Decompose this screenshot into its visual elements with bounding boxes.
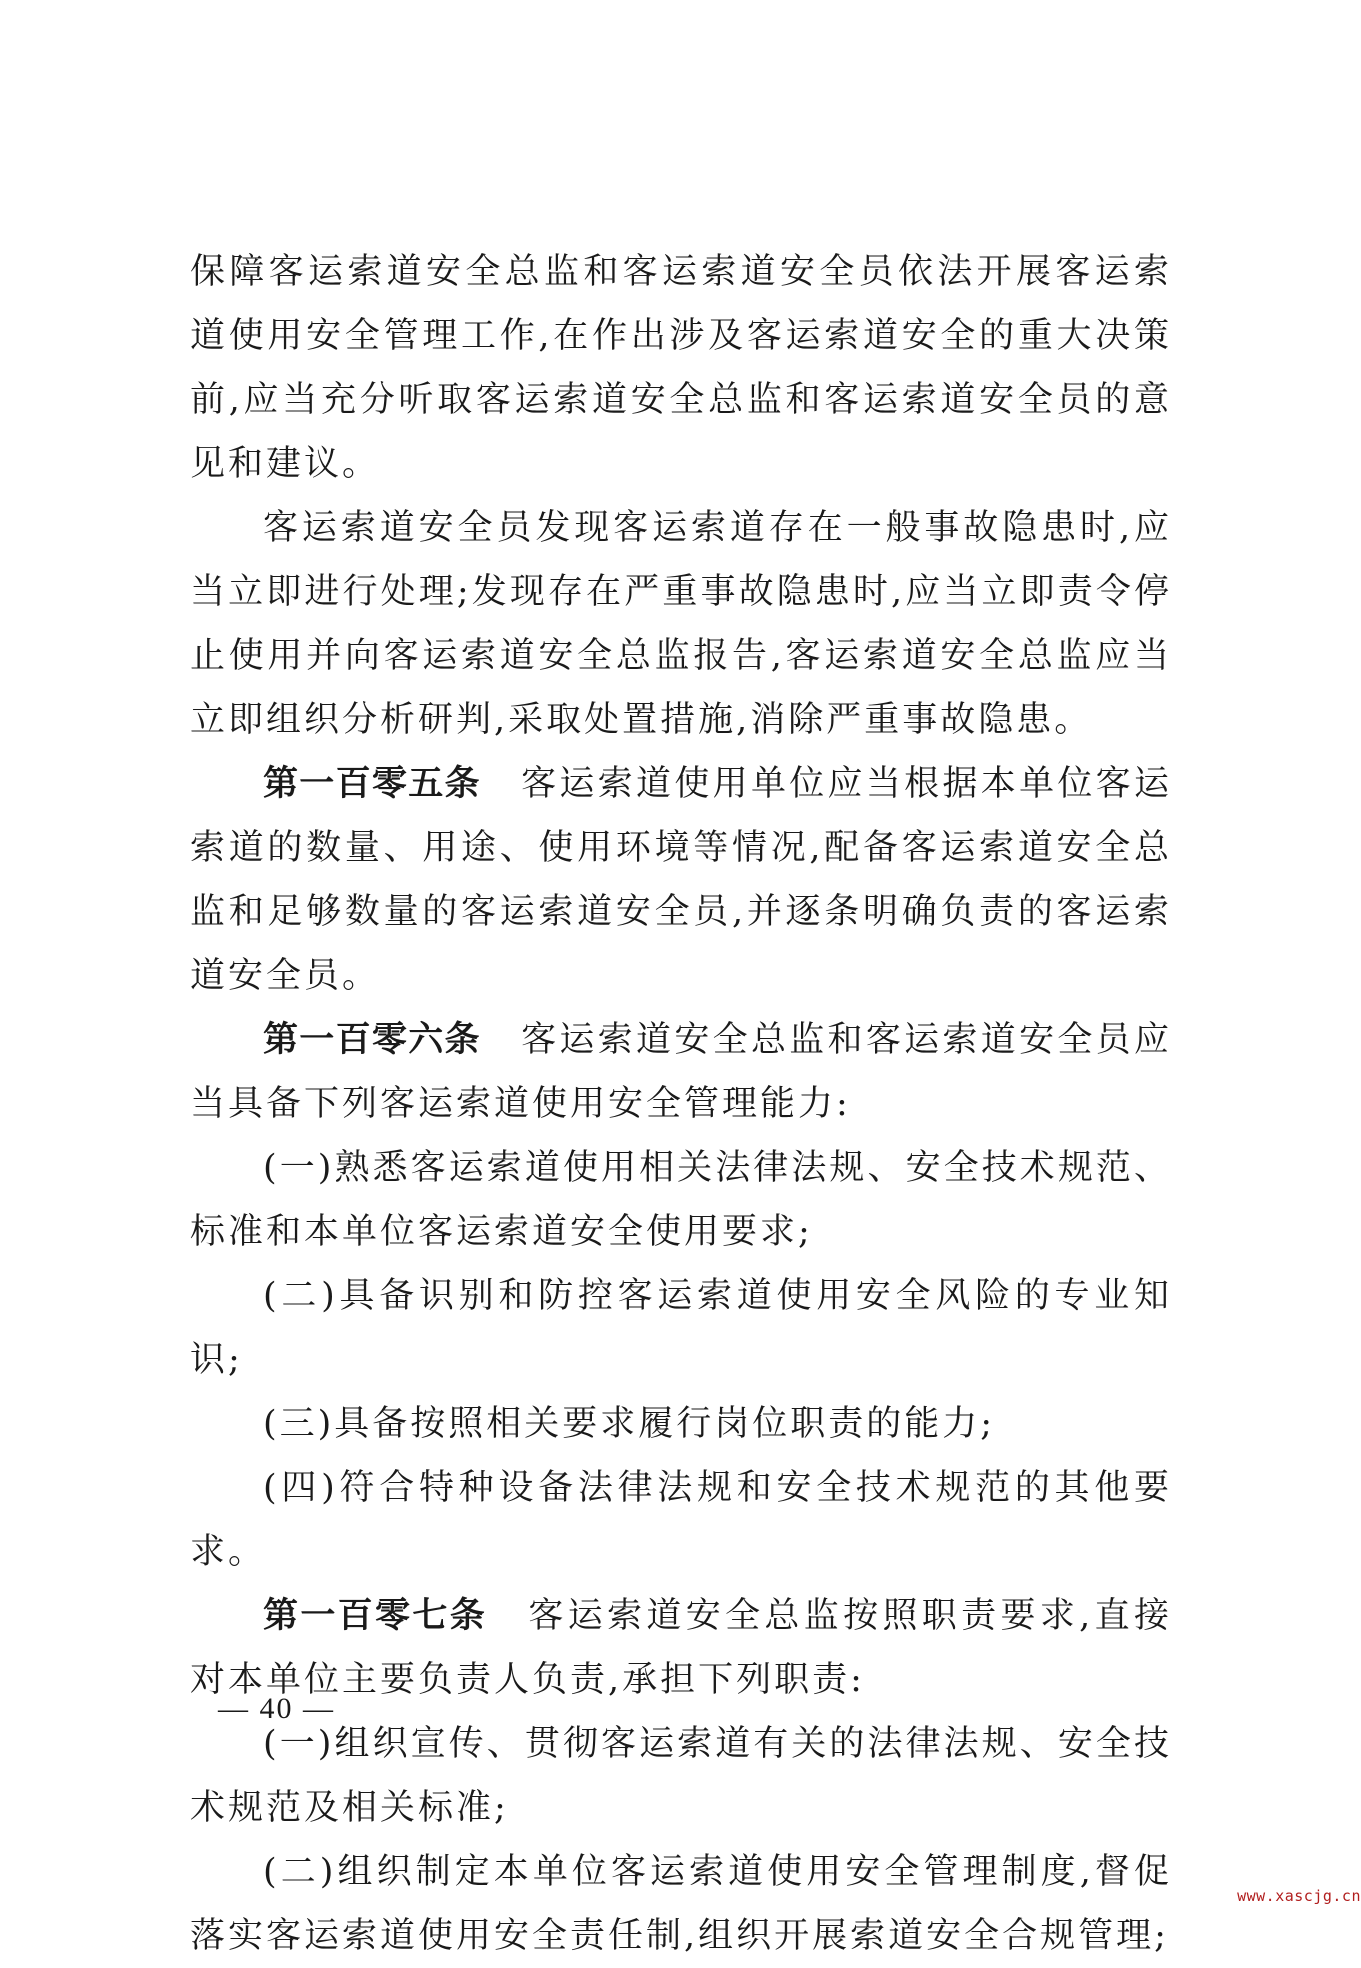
list-item	[190, 1712, 1172, 1840]
article-number: 第一百零六条	[263, 1020, 481, 1060]
paragraph-continuation	[190, 240, 1172, 496]
list-item	[190, 1136, 1172, 1264]
article-105	[190, 752, 1172, 1008]
list-item	[190, 1840, 1172, 1968]
article-number: 第一百零七条	[263, 1596, 488, 1636]
article-107	[190, 1584, 1172, 1712]
list-item	[190, 1456, 1172, 1584]
paragraph-text: 客运索道安全总监和客运索道安全员应当具备下列客运索道使用安全管理能力:	[190, 1020, 1172, 1124]
paragraph-text: 客运索道安全员发现客运索道存在一般事故隐患时,应当立即进行处理;发现存在严重事故隐患时,应当立即责令停止使用并向客运索道安全总监报告,客运索道安全总监应当立即组织分析研判,采取处置措施,消除严重事故隐患。	[190, 508, 1172, 740]
list-item	[190, 1392, 1172, 1456]
paragraph-text: (二)具备识别和防控客运索道使用安全风险的专业知识;	[190, 1276, 1172, 1380]
list-item	[190, 1264, 1172, 1392]
watermark: www.xascjg.cn	[1237, 1887, 1361, 1905]
article-106	[190, 1008, 1172, 1136]
body-text	[190, 240, 1172, 1968]
paragraph-text: 客运索道安全总监按照职责要求,直接对本单位主要负责人负责,承担下列职责:	[190, 1596, 1172, 1700]
paragraph-text: (一)熟悉客运索道使用相关法律法规、安全技术规范、标准和本单位客运索道安全使用要求;	[190, 1148, 1172, 1252]
paragraph-text: (二)组织制定本单位客运索道使用安全管理制度,督促落实客运索道使用安全责任制,组织开展索道安全合规管理;	[190, 1852, 1172, 1956]
paragraph-text: 保障客运索道安全总监和客运索道安全员依法开展客运索道使用安全管理工作,在作出涉及客运索道安全的重大决策前,应当充分听取客运索道安全总监和客运索道安全员的意见和建议。	[190, 252, 1172, 484]
paragraph	[190, 496, 1172, 752]
paragraph-text: 客运索道使用单位应当根据本单位客运索道的数量、用途、使用环境等情况,配备客运索道安全总监和足够数量的客运索道安全员,并逐条明确负责的客运索道安全员。	[190, 764, 1172, 996]
paragraph-text: (三)具备按照相关要求履行岗位职责的能力;	[263, 1404, 996, 1444]
article-number: 第一百零五条	[263, 764, 481, 804]
paragraph-text: (四)符合特种设备法律法规和安全技术规范的其他要求。	[190, 1468, 1172, 1572]
paragraph-text: (一)组织宣传、贯彻客运索道有关的法律法规、安全技术规范及相关标准;	[190, 1724, 1172, 1828]
page-number: — 40 —	[218, 1692, 335, 1725]
